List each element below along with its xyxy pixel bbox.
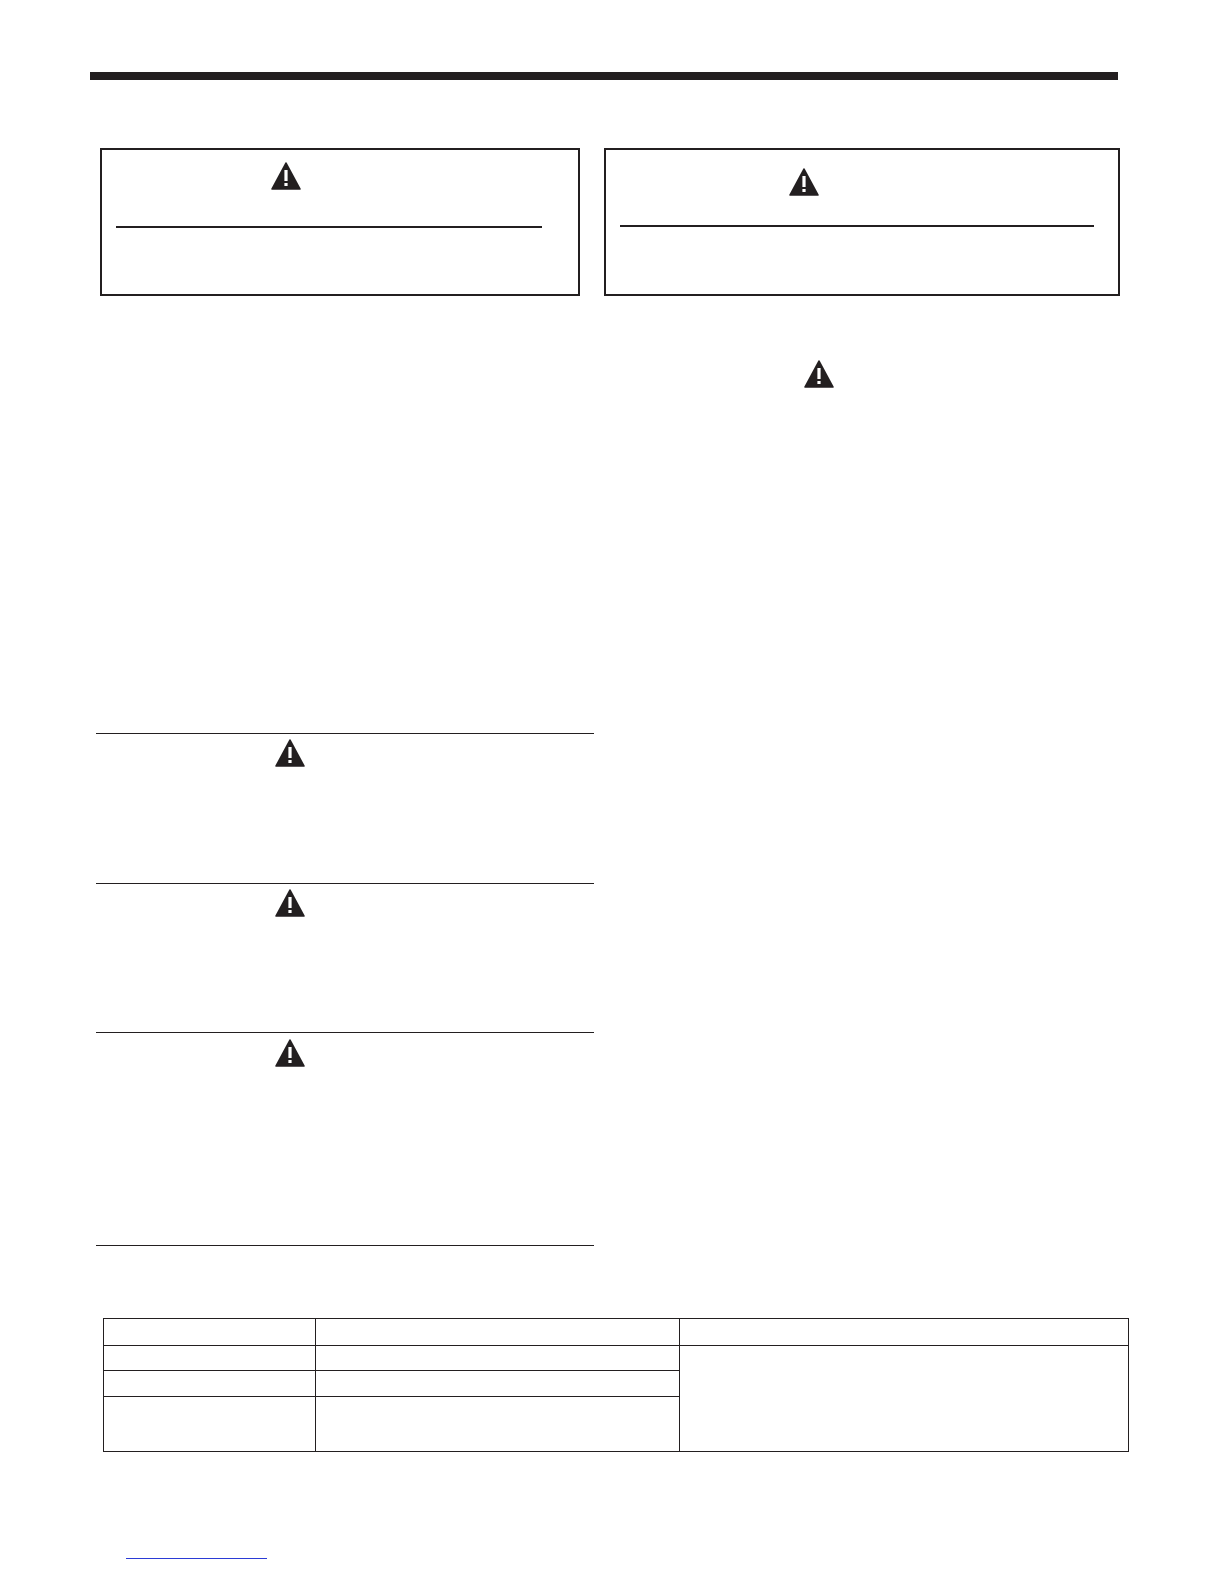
link-underline[interactable] [126,1558,267,1559]
warning-box-left [100,148,580,296]
section-divider [96,883,594,884]
section-divider [96,733,594,734]
table-cell [104,1346,316,1371]
table-row [104,1346,1129,1371]
warning-triangle-icon [275,739,305,767]
table-cell [680,1319,1129,1346]
table-cell [680,1346,1129,1452]
table-cell [104,1397,316,1452]
header-rule [90,72,1118,80]
warning-triangle-icon [804,360,834,388]
table-cell [104,1371,316,1397]
warning-triangle-icon [275,1039,305,1067]
section-divider [96,1032,594,1033]
warning-triangle-icon [789,168,819,196]
table-row [104,1319,1129,1346]
table-cell [104,1319,316,1346]
warning-box-right [604,148,1120,296]
table-cell [316,1319,680,1346]
warning-triangle-icon [271,162,301,190]
table-cell [316,1371,680,1397]
warning-box-divider [620,225,1094,227]
table-cell [316,1346,680,1371]
section-divider [96,1245,594,1246]
table-cell [316,1397,680,1452]
warning-triangle-icon [275,889,305,917]
spec-table [103,1318,1129,1452]
warning-box-divider [116,226,542,228]
